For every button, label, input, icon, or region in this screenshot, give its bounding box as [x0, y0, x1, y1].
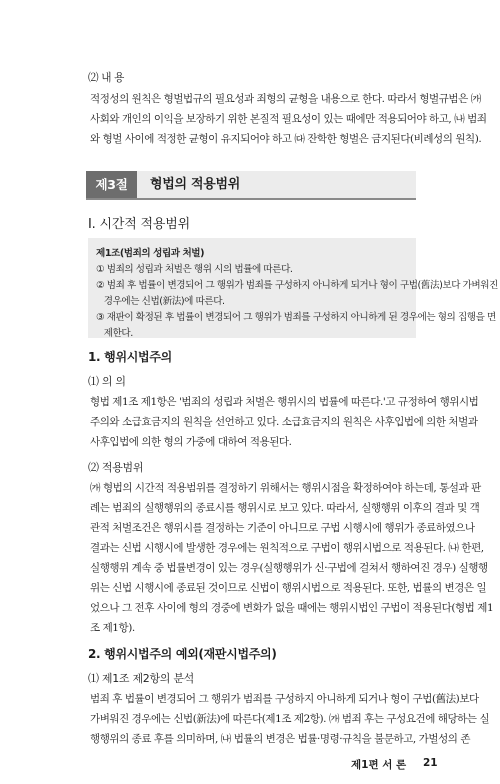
paragraph-line: 었으나 그 전후 사이에 형의 경중에 변화가 없을 때에는 행위시법인 구법이 적용된다(형법 제1: [90, 602, 494, 614]
paragraph-line: 결과는 신법 시행시에 발생한 경우에는 원칙적으로 구법이 행위시법으로 적용된다. ㈏ 한편,: [90, 542, 484, 554]
paragraph-line: 례는 범죄의 실행행위의 종료시를 행위시로 보고 있다. 따라서, 실행행위 이후의 결과 및 객: [90, 502, 480, 514]
paragraph-line: 적정성의 원칙은 형벌법규의 필요성과 죄형의 균형을 내용으로 한다. 따라서 형벌규범은 ㈎: [90, 93, 481, 105]
subpart-heading: ⑴ 의 의: [88, 375, 126, 388]
paragraph-line: 사회와 개인의 이익을 보장하기 위한 본질적 필요성이 있는 때에만 적용되어야 하고, ㈏ 범죄: [90, 113, 487, 125]
statute-line: ② 범죄 후 법률이 변경되어 그 행위가 범죄를 구성하지 아니하게 되거나 형이 구법(舊法)보다 가벼워진: [96, 280, 498, 291]
paragraph-line: 실행행위 계속 중 법률변경이 있는 경우(실행행위가 신·구법에 걸쳐서 행하여진 경우) 실행행: [90, 562, 488, 574]
statute-line: ③ 재판이 확정된 후 법률이 변경되어 그 행위가 범죄를 구성하지 아니하게 된 경우에는 형의 집행을 면: [96, 312, 496, 323]
paragraph-line: 형법 제1조 제1항은 '범죄의 성립과 처벌은 행위시의 법률에 따른다.'고 규정하여 행위시법: [90, 396, 479, 408]
paragraph-line: 위는 신법 시행시에 종료된 것이므로 신법이 행위시법으로 적용된다. 또한, 법률의 변경은 일: [90, 582, 487, 594]
subsection-heading-content: ⑵ 내 용: [88, 72, 125, 84]
page-number: 21: [423, 757, 438, 769]
running-footer-part: 제1편 서 론: [351, 759, 407, 771]
statute-line: 제한다.: [96, 328, 133, 339]
statute-line: ① 범죄의 성립과 처벌은 행위 시의 법률에 따른다.: [96, 264, 293, 275]
statute-title: 제1조(범죄의 성립과 처벌): [96, 248, 205, 259]
paragraph-line: 가벼워진 경우에는 신법(新法)에 따른다(제1조 제2항). ㈎ 범죄 후는 구성요건에 해당하는 실: [90, 713, 490, 725]
subsection-title: Ⅰ. 시간적 적용범위: [88, 217, 190, 232]
paragraph-line: 관적 처벌조건은 행위시를 결정하는 기준이 아니므로 구법 시행시에 행위가 종료하였으나: [90, 522, 475, 534]
section-title: 형법의 적용범위: [150, 177, 241, 192]
section-number-label: 제3절: [86, 171, 137, 198]
paragraph-line: 주의와 소급효금지의 원칙을 선언하고 있다. 소급효금지의 원칙은 사후입법에 의한 처벌과: [90, 416, 478, 428]
paragraph-line: 행행위의 종료 후를 의미하며, ㈏ 법률의 변경은 법률·명령·규칙을 불문하고, 가벌성의 존: [90, 733, 471, 745]
subpart-heading: ⑵ 적용범위: [88, 461, 144, 474]
paragraph-line: 범죄 후 법률이 변경되어 그 행위가 범죄를 구성하지 아니하게 되거나 형이 구법(舊法)보다: [90, 693, 479, 705]
subpart-heading: ⑴ 제1조 제2항의 분석: [88, 672, 194, 685]
paragraph-line: 조 제1항).: [90, 622, 135, 634]
paragraph-line: ㈎ 형법의 시간적 적용범위를 결정하기 위해서는 행위시점을 확정하여야 하는데, 통설과 판: [90, 482, 481, 494]
statute-line: 경우에는 신법(新法)에 따른다.: [96, 296, 225, 307]
paragraph-line: 사후입법에 의한 형의 가중에 대하여 적용된다.: [90, 436, 292, 448]
part-heading: 1. 행위시법주의: [88, 350, 172, 364]
part-heading: 2. 행위시법주의 예외(재판시법주의): [88, 647, 277, 661]
paragraph-line: 와 형벌 사이에 적정한 균형이 유지되어야 하고 ㈐ 잔학한 형벌은 금지된다(비례성의 원칙).: [90, 133, 482, 145]
